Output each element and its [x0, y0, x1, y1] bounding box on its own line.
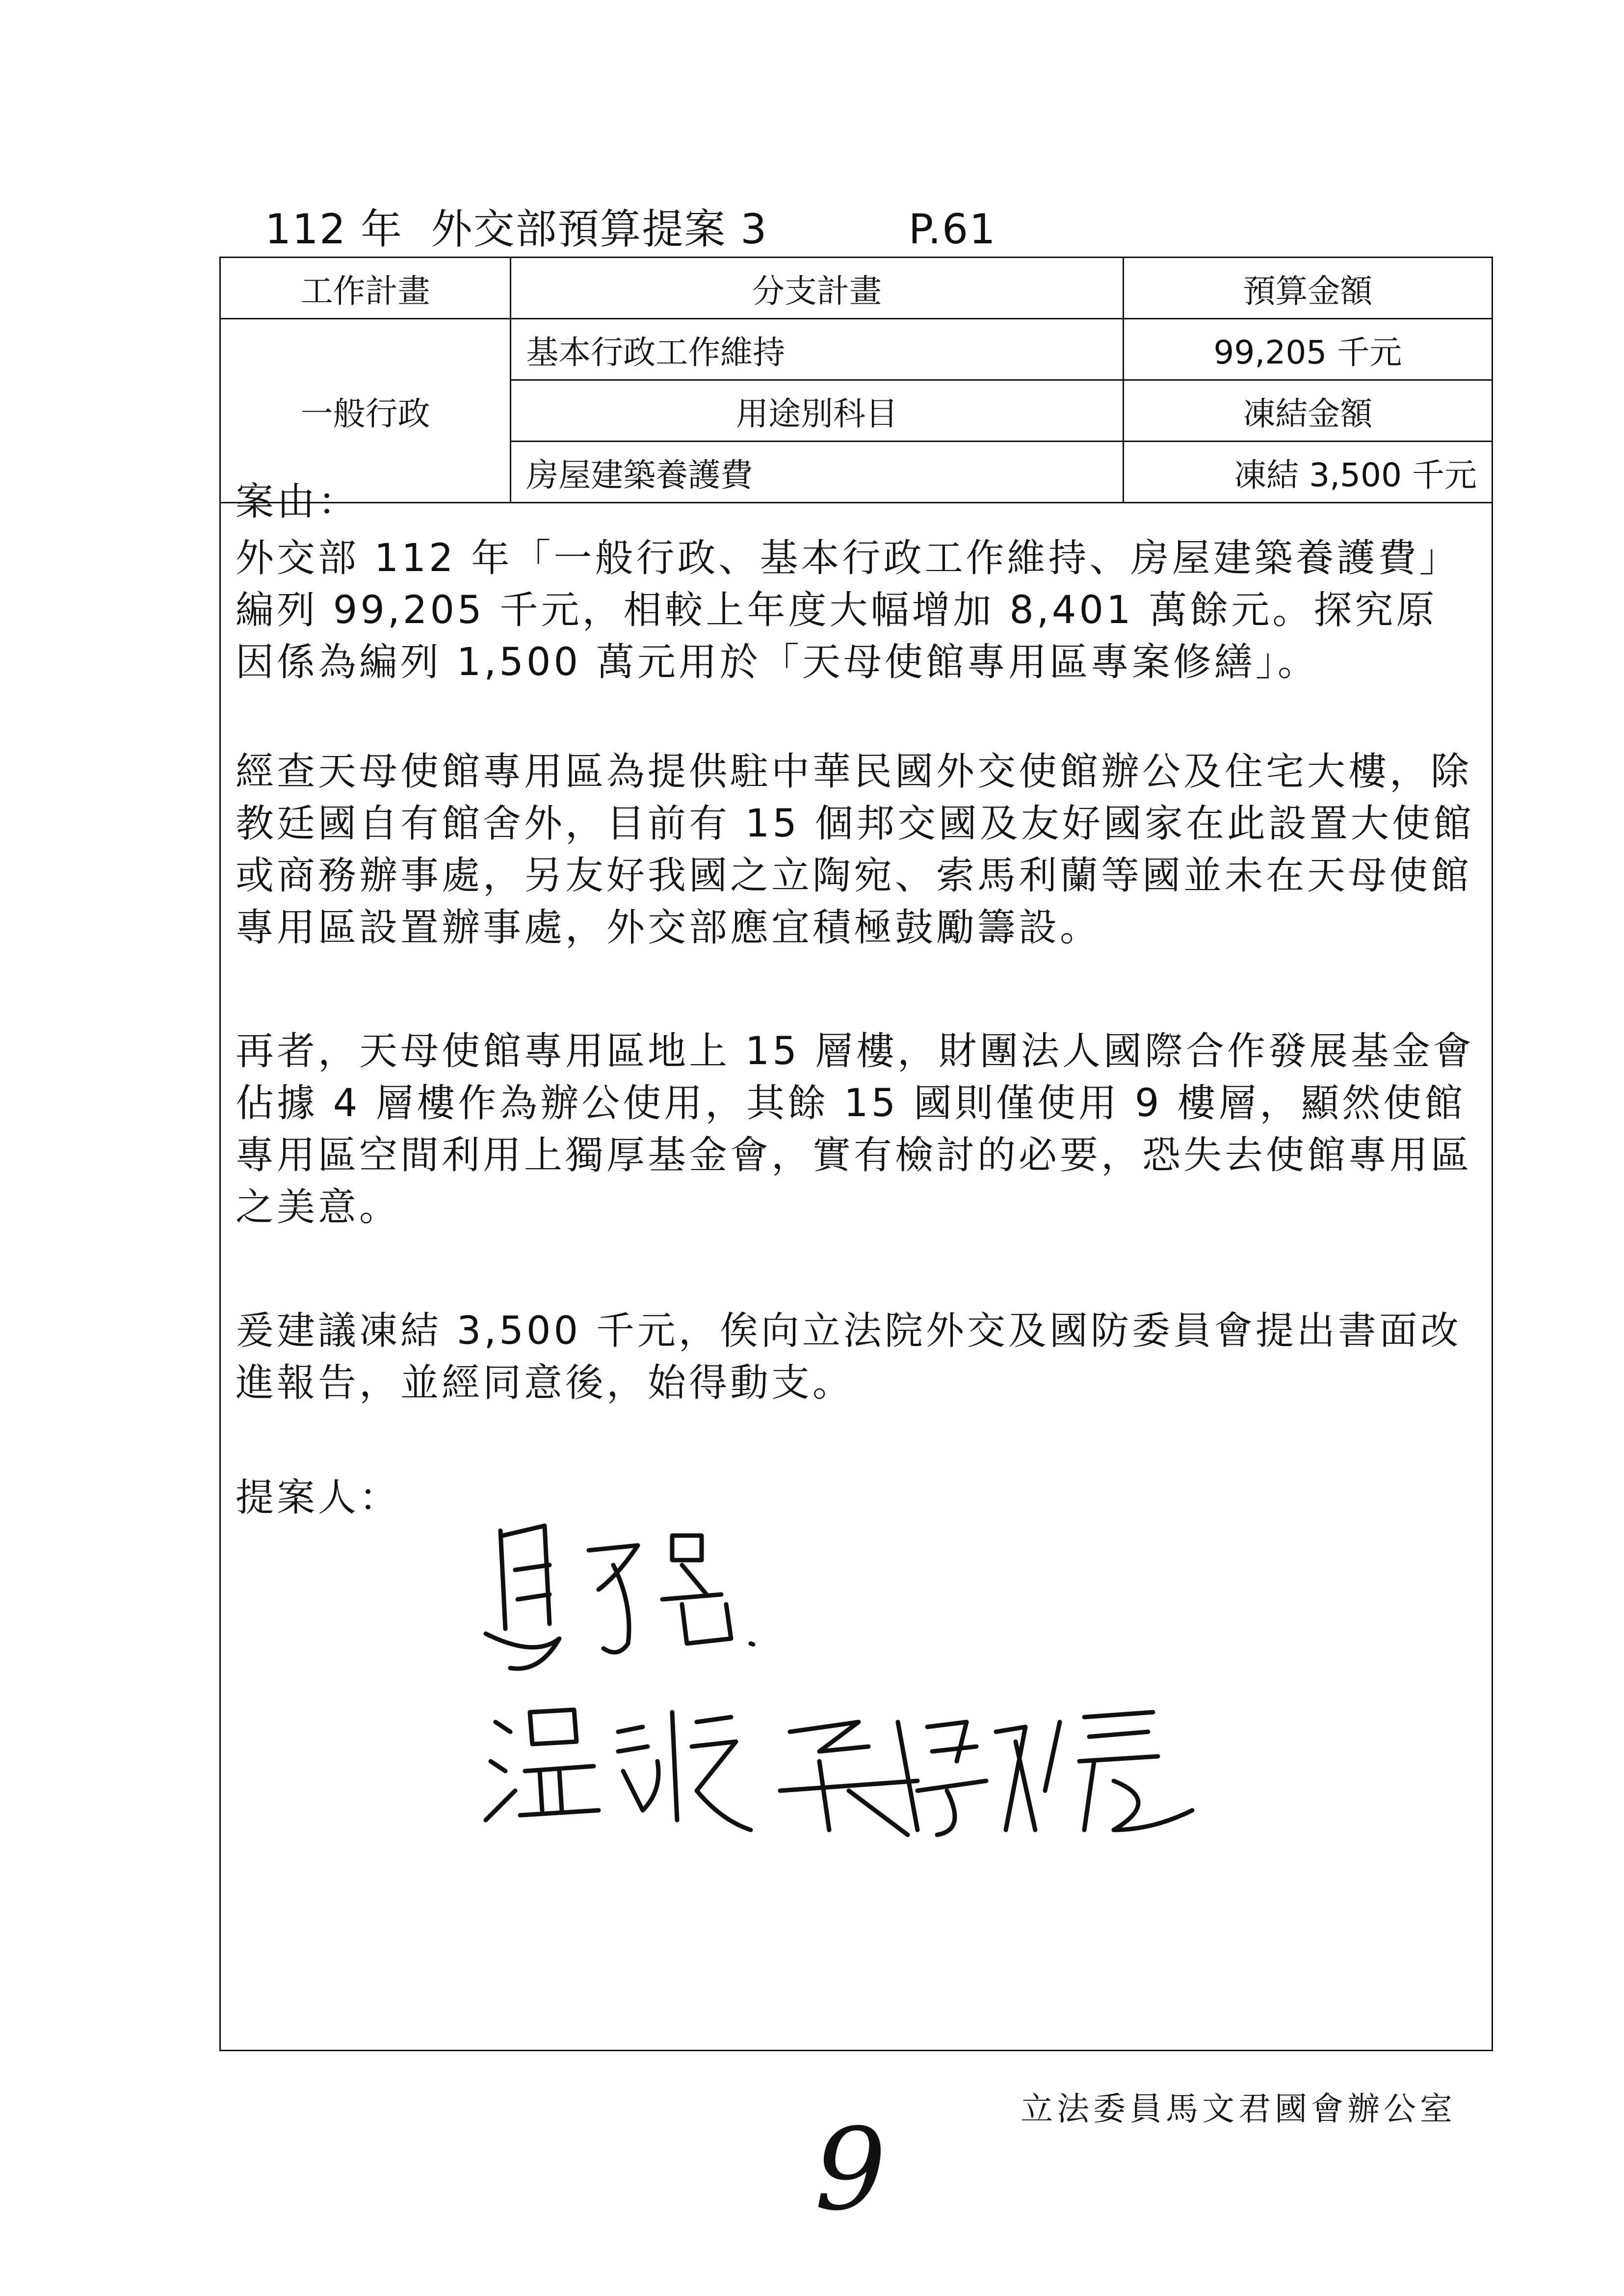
budget-table — [219, 257, 1493, 503]
proposer-label: 提案人： — [236, 1476, 401, 1520]
heading-year: 112 年 — [265, 205, 403, 253]
col-branch-header: 分支計畫 — [511, 258, 1123, 319]
paragraph-recommendation: 爰建議凍結 3,500 千元，俟向立法院外交及國防委員會提出書面改進報告，並經同意後，始得動支。 — [236, 1309, 1462, 1405]
table-row — [220, 319, 1493, 380]
col-budget-header: 預算金額 — [1123, 258, 1492, 319]
proposal-heading — [265, 196, 996, 256]
frozen-value: 凍結 3,500 千元 — [1123, 442, 1492, 503]
purpose-value: 房屋建築養護費 — [511, 442, 1123, 503]
handwritten-signatures — [476, 1516, 1241, 1869]
paragraph-space-usage: 再者，天母使館專用區地上 15 層樓，財團法人國際合作發展基金會佔據 4 層樓作為辦公使用，其餘 15 國則僅使用 9 樓層，顯然使館專用區空間利用上獨厚基金會，實有檢討的必要，恐失去使館專用區之美意。 — [236, 1029, 1474, 1229]
budget-value: 99,205 千元 — [1123, 319, 1492, 380]
col-purpose-header: 用途別科目 — [511, 380, 1123, 442]
page-number: 9 — [814, 2105, 887, 2236]
heading-title: 外交部預算提案 3 — [431, 205, 768, 253]
office-label: 立法委員馬文君國會辦公室 — [1021, 2090, 1456, 2128]
paragraph-embassy-district: 經查天母使館專用區為提供駐中華民國外交使館辦公及住宅大樓，除教廷國自有館舍外，目前有 15 個邦交國及友好國家在此設置大使館或商務辦事處，另友好我國之立陶宛、索馬利蘭等國並未在天母使館專用區設置辦事處，外交部應宜積極鼓勵籌設。 — [236, 750, 1474, 950]
reason-label: 案由： — [236, 480, 360, 524]
paragraph-reason: 外交部 112 年「一般行政、基本行政工作維持、房屋建築養護費」編列 99,205 千元，相較上年度大幅增加 8,401 萬餘元。探究原因係為編列 1,500 萬元用於「天母使館專用區專案修繕」。 — [236, 536, 1461, 684]
plan-value: 一般行政 — [220, 319, 511, 503]
table-header-row — [220, 258, 1493, 319]
branch-value: 基本行政工作維持 — [511, 319, 1123, 380]
col-frozen-header: 凍結金額 — [1123, 380, 1492, 442]
heading-page-ref: P.61 — [908, 205, 996, 253]
col-plan-header: 工作計畫 — [220, 258, 511, 319]
